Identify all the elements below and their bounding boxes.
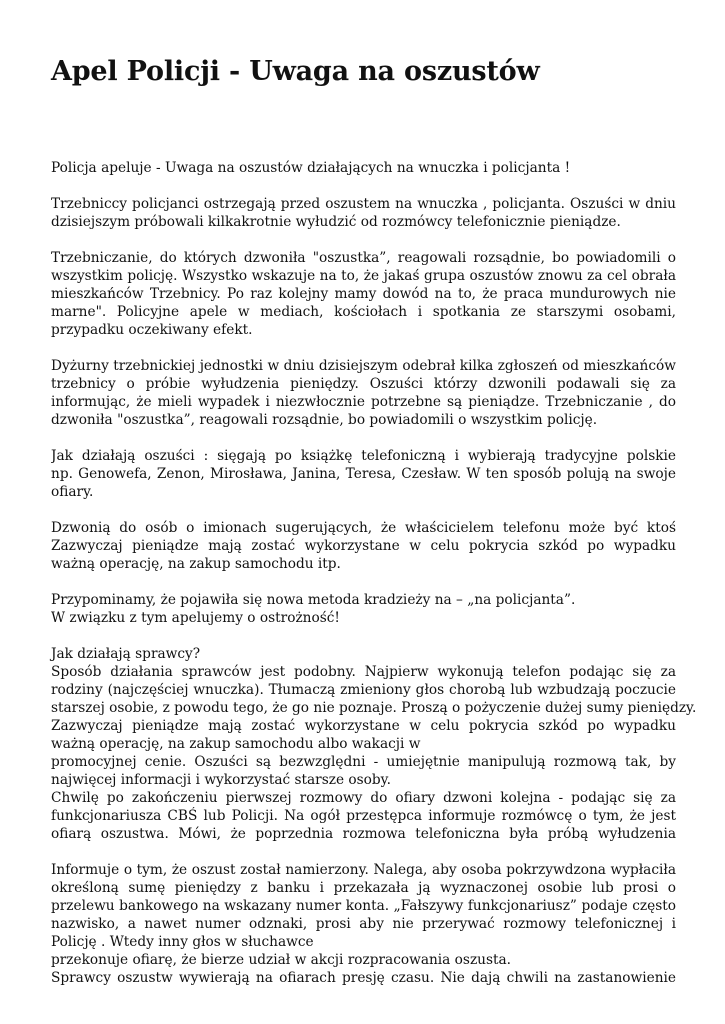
text-line: nazwisko, a nawet numer odznaki, prosi aby nie przerywać rozmowy telefonicznej i [51,916,676,932]
text-line: Informuje o tym, że oszust został namierzony. Nalega, aby osoba pokrzywdzona wypłaciła [51,862,676,878]
text-line: ważną operację, na zakup samochodu itp. [51,556,341,572]
paragraph-reminder [51,591,676,627]
text-line: Policję . Wtedy inny głos w słuchawce [51,934,314,950]
text-line: Zazwyczaj pieniądze mają zostać wykorzystane w celu pokrycia szkód po wypadku [51,718,676,734]
text-line: przelewu bankowego na wskazany numer konta. „Fałszywy funkcjonariusz” podaje często [51,898,676,914]
text-line: Sposób działania sprawców jest podobny. Najpierw wykonują telefon podając się za [51,664,676,680]
text-line: przekonuje ofiarę, że bierze udział w akcji rozpracowania oszusta. [51,952,512,968]
text-line: wszystkim policję. Wszystko wskazuje na to, że jakaś grupa oszustów znowu za cel obrała [51,268,676,284]
text-line: mieszkańców Trzebnicy. Po raz kolejny mamy dowód na to, że praca mundurowych nie [51,286,676,302]
text-line: Jak działają oszuści : sięgają po książkę telefoniczną i wybierają tradycyjne polskie [51,448,676,464]
text-line: Dzwonią do osób o imionach sugerujących, że właścicielem telefonu może być ktoś [51,520,676,536]
text-line: Dyżurny trzebnickiej jednostki w dniu dzisiejszym odebrał kilka zgłoszeń od mieszkańców [51,358,676,374]
paragraph-how-perpetrators-act [51,645,697,843]
text-line: trzebnicy o próbie wyłudzenia pieniędzy. Oszuści którzy dzwonili podawali się za [51,376,676,392]
text-line: Trzebniccy policjanci ostrzegają przed oszustem na wnuczka , policjanta. Oszuści w dniu [51,196,676,212]
text-line: dzwoniła "oszustka”, reagowali rozsądnie, bo powiadomili o wszystkim policję. [51,412,598,428]
text-line: Jak działają sprawcy? [51,646,201,662]
paragraph-fake-officer [51,861,676,987]
text-line: Sprawcy oszustw wywierają na ofiarach presję czasu. Nie dają chwili na zastanowienie [51,970,676,986]
text-line: Przypominamy, że pojawiła się nowa metoda kradzieży na – „na policjanta”. [51,592,576,608]
paragraph-duty-officer [51,357,676,429]
text-line: promocyjnej cenie. Oszuści są bezwzględni - umiejętnie manipulują rozmową tak, by [51,754,676,770]
text-line: Trzebniczanie, do których dzwoniła "oszustka”, reagowali rozsądnie, bo powiadomili o [51,250,676,266]
text-line: W związku z tym apelujemy o ostrożność! [51,610,340,626]
text-line: funkcjonariusza CBŚ lub Policji. Na ogół przestępca informuje rozmówcę o tym, że jest [51,808,676,824]
text-line: marne". Policyjne apele w mediach, kościołach i spotkania ze starszymi osobami, [51,304,676,320]
text-line: Chwilę po zakończeniu pierwszej rozmowy do ofiary dzwoni kolejna - podając się za [51,790,676,806]
text-line: określoną sumę pieniędzy z banku i przekazała ją wyznaczonej osobie lub prosi o [51,880,676,896]
page-title: Apel Policji - Uwaga na oszustów [51,56,540,87]
text-line: np. Genowefa, Zenon, Mirosława, Janina, Teresa, Czesław. W ten sposób polują na swoje [51,466,676,482]
paragraph-warning [51,195,676,231]
text-line: ważną operację, na zakup samochodu albo wakacji w [51,736,421,752]
text-line: ofiarą oszustwa. Mówi, że poprzednia rozmowa telefoniczna była próbą wyłudzenia [51,826,676,842]
text-line: ofiary. [51,484,94,500]
text-line: starszej osobie, z powodu tego, że go nie poznaje. Proszą o pożyczenie dużej sumy pieniędzy. [51,700,697,716]
text-line: rodziny (najczęściej wnuczka). Tłumaczą zmieniony głos chorobą lub wzbudzają poczucie [51,682,676,698]
paragraph-intro [51,159,676,177]
text-line: Policja apeluje - Uwaga na oszustów działających na wnuczka i policjanta ! [51,160,571,176]
paragraph-calls [51,519,676,573]
text-line: informując, że mieli wypadek i niezwłocznie potrzebne są pieniądze. Trzebniczanie , do [51,394,676,410]
article-body [51,159,697,987]
text-line: dzisiejszym próbowali kilkakrotnie wyłudzić od rozmówcy telefonicznie pieniądze. [51,214,621,230]
paragraph-residents [51,249,676,339]
paragraph-method [51,447,676,501]
text-line: najwięcej informacji i wykorzystać starsze osoby. [51,772,391,788]
text-line: przypadku oczekiwany efekt. [51,322,253,338]
text-line: Zazwyczaj pieniądze mają zostać wykorzystane w celu pokrycia szkód po wypadku [51,538,676,554]
